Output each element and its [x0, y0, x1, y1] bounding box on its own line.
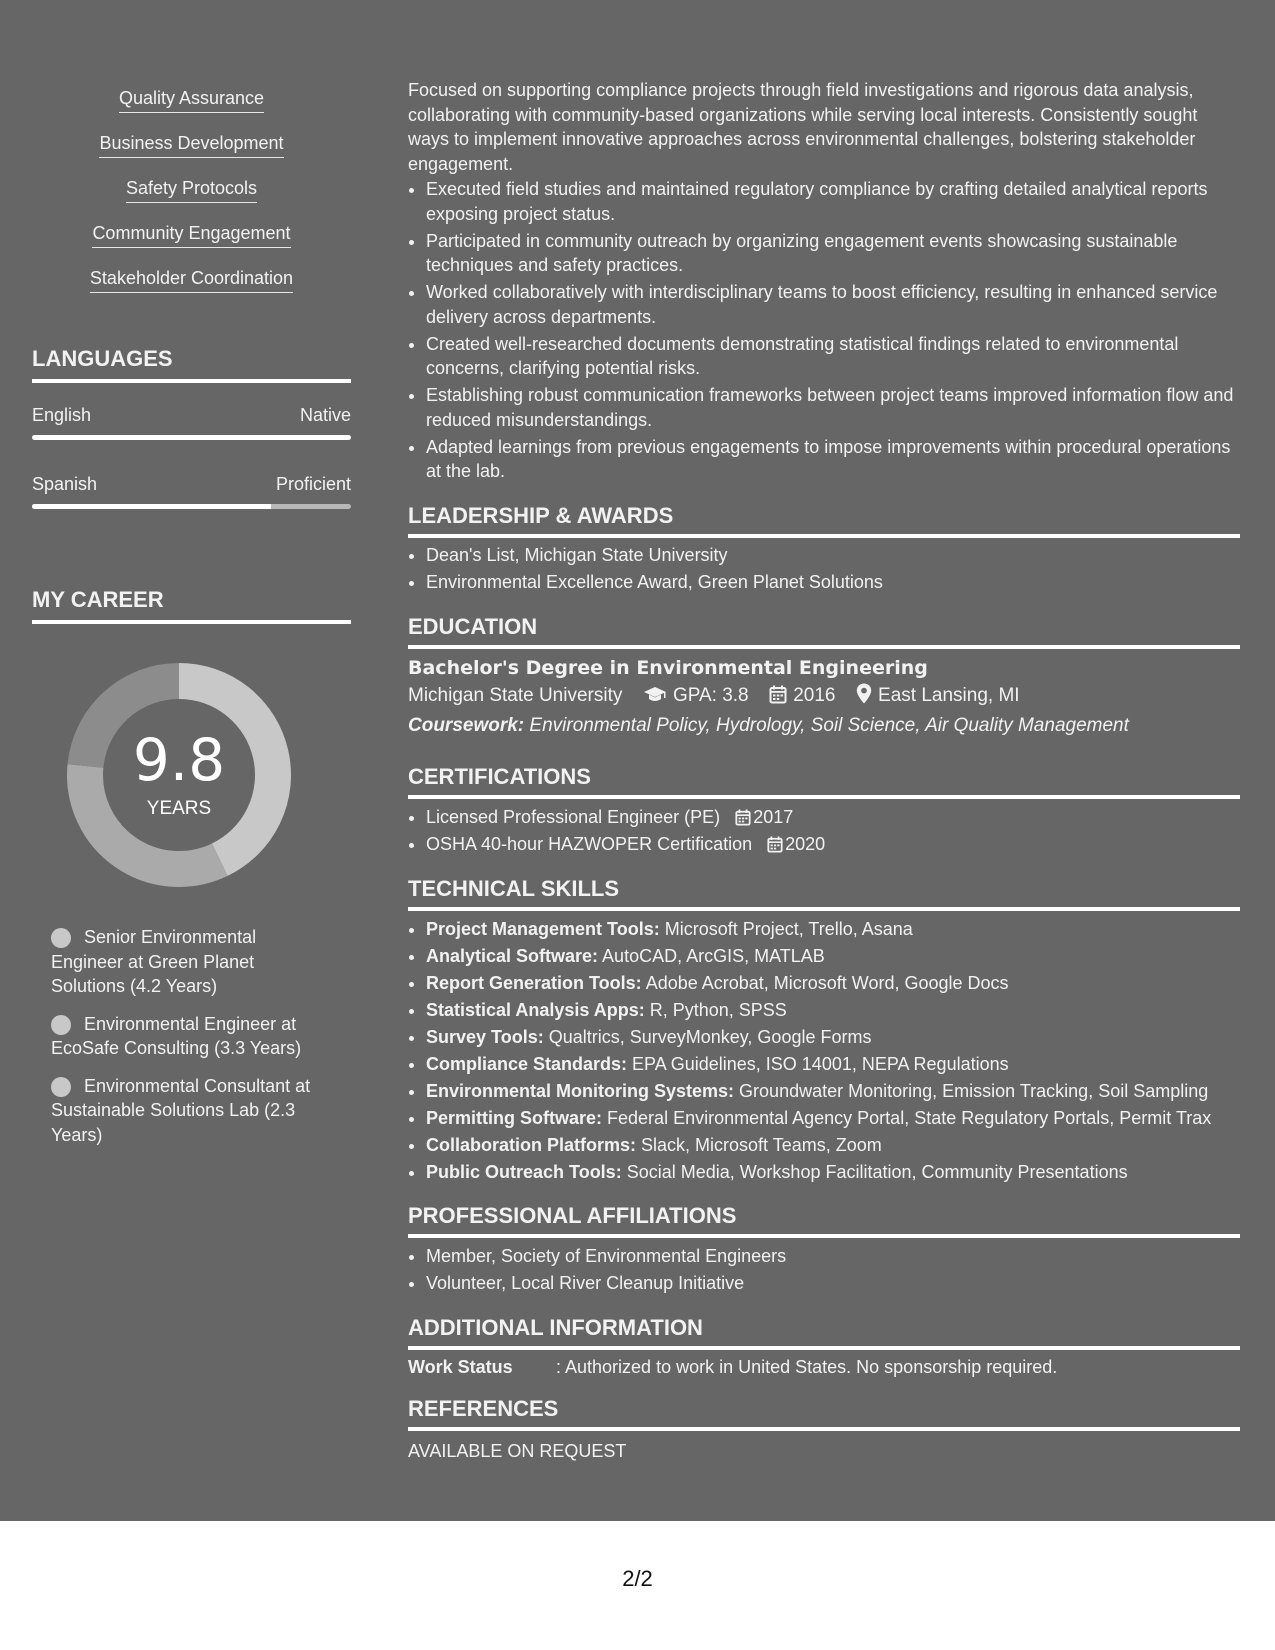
certifications-section [408, 805, 1240, 859]
graduation-year: 2016 [793, 685, 836, 706]
list-item: • Dean's List, Michigan State University [426, 543, 1240, 568]
career-item: Environmental Consultant at Sustainable Solutions Lab (2.3 Years) [51, 1075, 311, 1145]
skill-item: Stakeholder Coordination [32, 266, 351, 311]
language-name: English [32, 405, 92, 425]
technical-skills-heading: TECHNICAL SKILLS [408, 875, 1240, 911]
leadership-heading: LEADERSHIP & AWARDS [408, 502, 1240, 538]
career-item: Senior Environmental Engineer at Green Planet Solutions (4.2 Years) [51, 927, 257, 996]
list-item: • Member, Society of Environmental Engineers [426, 1244, 1240, 1269]
skill-item: Community Engagement [32, 221, 351, 266]
list-item: • Collaboration Platforms: Slack, Microsoft Teams, Zoom [426, 1133, 1240, 1158]
list-item: • Participated in community outreach by organizing engagement events showcasing sustainable techniques and safety practices. [426, 229, 1240, 278]
list-item: • Environmental Excellence Award, Green Planet Solutions [426, 570, 1240, 595]
list-item: • Survey Tools: Qualtrics, SurveyMonkey, Google Forms [426, 1025, 1240, 1050]
references-text: AVAILABLE ON REQUEST [408, 1441, 627, 1461]
list-item: • Executed field studies and maintained regulatory compliance by crafting detailed analytical reports exposing project status. [426, 177, 1240, 226]
skill-item: Quality Assurance [32, 86, 351, 131]
references-heading: REFERENCES [408, 1395, 1240, 1431]
map-pin-icon [856, 683, 872, 704]
skill-list [32, 86, 351, 311]
list-item: • Compliance Standards: EPA Guidelines, ISO 14001, NEPA Regulations [426, 1052, 1240, 1077]
language-bar-fill [32, 435, 351, 440]
references-section [408, 1439, 1240, 1463]
language-bar [32, 435, 351, 440]
list-item: • Licensed Professional Engineer (PE) 2017 [426, 805, 1240, 830]
work-status-row [408, 1355, 1240, 1379]
career-total: 9.8 [132, 726, 226, 794]
school-name: Michigan State University [408, 685, 623, 706]
language-level: Native [299, 405, 351, 425]
affiliations-section [408, 1244, 1240, 1298]
career-unit: YEARS [146, 798, 212, 819]
list-item: • Created well-researched documents demonstrating statistical findings related to environmental concerns, clarifying potential risks. [426, 332, 1240, 381]
skill-item: Safety Protocols [32, 176, 351, 221]
experience-bullets [408, 177, 1240, 486]
cert-year: 2020 [785, 834, 826, 854]
school-location: East Lansing, MI [878, 685, 1020, 706]
page-number: 2/2 [622, 1566, 653, 1591]
technical-skills-section [408, 917, 1240, 1187]
gpa: GPA: 3.8 [672, 685, 749, 706]
career-item: Environmental Engineer at EcoSafe Consulting (3.3 Years) [51, 1013, 302, 1058]
certifications-heading: CERTIFICATIONS [408, 763, 1240, 799]
list-item: • Public Outreach Tools: Social Media, Workshop Facilitation, Community Presentations [426, 1160, 1240, 1185]
list-item: • Environmental Monitoring Systems: Groundwater Monitoring, Emission Tracking, Soil Sampling [426, 1079, 1240, 1104]
language-level: Proficient [275, 474, 351, 494]
list-item: • OSHA 40-hour HAZWOPER Certification 2020 [426, 832, 1240, 857]
additional-info-heading: ADDITIONAL INFORMATION [408, 1314, 1240, 1350]
education-details [408, 681, 1240, 711]
career-dot [51, 928, 71, 948]
list-item: • Project Management Tools: Microsoft Project, Trello, Asana [426, 917, 1240, 942]
language-english [32, 403, 351, 427]
career-heading: MY CAREER [32, 586, 351, 624]
degree-title: Bachelor's Degree in Environmental Engineering [408, 657, 928, 679]
work-status-value: : Authorized to work in United States. No sponsorship required. [556, 1357, 1058, 1377]
language-spanish [32, 472, 351, 496]
list-item: • Permitting Software: Federal Environmental Agency Portal, State Regulatory Portals, Permit Trax [426, 1106, 1240, 1131]
affiliations-heading: PROFESSIONAL AFFILIATIONS [408, 1202, 1240, 1238]
list-item: • Worked collaboratively with interdisciplinary teams to boost efficiency, resulting in enhanced service delivery across departments. [426, 280, 1240, 329]
graduation-cap-icon [643, 686, 667, 704]
additional-info-section [408, 1355, 1240, 1379]
list-item: • Report Generation Tools: Adobe Acrobat, Microsoft Word, Google Docs [426, 971, 1240, 996]
work-status-label: Work Status [408, 1357, 513, 1377]
career-dot [51, 1077, 71, 1097]
list-item: • Adapted learnings from previous engagements to impose improvements within procedural operations at the lab. [426, 435, 1240, 484]
list-item: • Establishing robust communication frameworks between project teams improved information flow and reduced misunderstandings. [426, 383, 1240, 432]
calendar-icon [767, 836, 783, 853]
list-item: • Statistical Analysis Apps: R, Python, SPSS [426, 998, 1240, 1023]
career-list [51, 925, 331, 1160]
career-dot [51, 1015, 71, 1035]
leadership-section [408, 543, 1240, 597]
education-section [408, 655, 1240, 741]
list-item: • Volunteer, Local River Cleanup Initiative [426, 1271, 1240, 1296]
list-item: • Analytical Software: AutoCAD, ArcGIS, MATLAB [426, 944, 1240, 969]
coursework: Coursework: Environmental Policy, Hydrology, Soil Science, Air Quality Management [408, 715, 1129, 736]
experience-summary: Focused on supporting compliance projects through field investigations and rigorous data analysis, collaborating with community-based organizations while serving local interests. Consistently sought ways to implement innovative approaches across environmental challenges, bolstering stakeholder engagement. [408, 80, 1198, 174]
education-heading: EDUCATION [408, 613, 1240, 649]
skill-item: Business Development [32, 131, 351, 176]
language-bar-fill [32, 504, 271, 509]
language-name: Spanish [32, 474, 98, 494]
language-bar [32, 504, 351, 509]
languages-heading: LANGUAGES [32, 345, 351, 383]
cert-year: 2017 [753, 807, 794, 827]
calendar-icon [769, 685, 787, 704]
calendar-icon [735, 809, 751, 826]
